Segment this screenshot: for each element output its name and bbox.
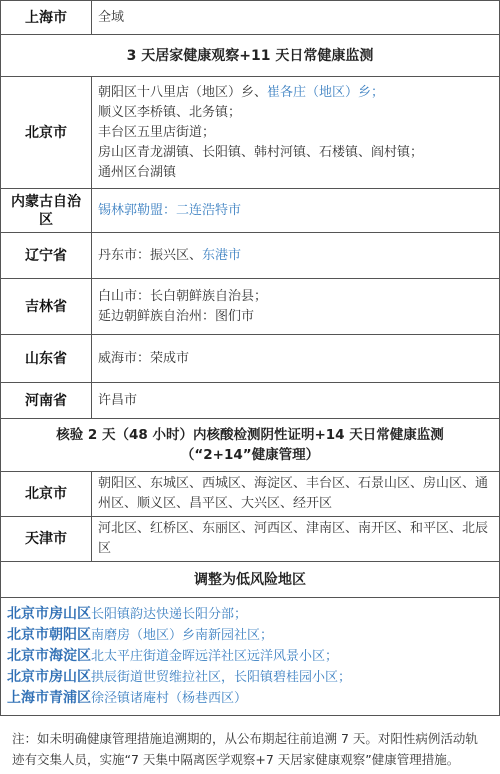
lowrisk-location: 北太平庄街道金晖远洋社区远洋风景小区； — [91, 649, 339, 664]
lowrisk-district: 北京市房山区 — [7, 669, 91, 685]
header-line: 核验 2 天（48 小时）内核酸检测阴性证明+14 天日常健康监测 — [56, 427, 444, 443]
lowrisk-item — [7, 688, 493, 709]
row-neimenggu — [1, 189, 500, 233]
content-cell: 朝阳区、东城区、西城区、海淀区、丰台区、石景山区、房山区、通州区、顺义区、昌平区、大兴区、经开区 — [92, 472, 500, 517]
content-a: 丹东市：振兴区、 — [98, 247, 203, 263]
district-text: 顺义区李桥镇、北务镇； — [98, 104, 242, 120]
lowrisk-item — [7, 646, 493, 667]
lowrisk-district: 北京市海淀区 — [7, 648, 91, 664]
header-line: （“2+14”健康管理） — [180, 447, 320, 463]
row-header-2 — [1, 419, 500, 472]
region-cell: 山东省 — [1, 335, 92, 383]
content-cell: 河北区、红桥区、东丽区、河西区、津南区、南开区、和平区、北辰区 — [92, 517, 500, 562]
lowrisk-items — [7, 604, 493, 709]
lowrisk-district: 上海市青浦区 — [7, 690, 91, 706]
row-tianjin — [1, 517, 500, 562]
content-b: 东港市 — [202, 247, 242, 263]
section-header — [1, 419, 500, 472]
region-cell: 北京市 — [1, 77, 92, 189]
region-cell: 辽宁省 — [1, 233, 92, 279]
row-shanghai — [1, 1, 500, 35]
section-header: 3 天居家健康观察+11 天日常健康监测 — [1, 35, 500, 77]
lowrisk-location: 徐泾镇诸庵村（杨巷西区） — [91, 691, 248, 706]
row-beijing-2 — [1, 472, 500, 517]
lowrisk-district: 北京市朝阳区 — [7, 627, 91, 643]
district-text: 丰台区五里店街道； — [98, 124, 216, 140]
district-text: 通州区台湖镇 — [98, 164, 177, 180]
district-line — [98, 143, 493, 163]
content-cell: 威海市：荣成市 — [92, 335, 500, 383]
region-cell: 北京市 — [1, 472, 92, 517]
row-beijing-1 — [1, 77, 500, 189]
lowrisk-location: 南磨房（地区）乡南新园社区； — [91, 628, 274, 643]
content-line: 延边朝鲜族自治州：图们市 — [98, 308, 255, 324]
lowrisk-location: 拱辰街道世贸维拉社区，长阳镇碧桂园小区； — [91, 670, 352, 685]
row-header-1 — [1, 35, 500, 77]
content-cell: 许昌市 — [92, 383, 500, 419]
content-cell: 锡林郭勒盟：二连浩特市 — [92, 189, 500, 233]
content-cell — [92, 77, 500, 189]
lowrisk-list — [1, 598, 500, 716]
lowrisk-district: 北京市房山区 — [7, 606, 91, 622]
region-cell: 河南省 — [1, 383, 92, 419]
region-cell: 上海市 — [1, 1, 92, 35]
district-text: 崔各庄（地区）乡； — [267, 84, 385, 100]
region-cell: 吉林省 — [1, 279, 92, 335]
footnote: 注：如未明确健康管理措施追溯期的，从公布期起往前追溯 7 天。对阳性病例活动轨迹有交集人员，实施“7 天集中隔离医学观察+7 天居家健康观察”健康管理措施。 — [12, 731, 478, 767]
content-line: 白山市：长白朝鲜族自治县； — [98, 288, 268, 304]
lowrisk-item — [7, 667, 493, 688]
row-henan — [1, 383, 500, 419]
lowrisk-item — [7, 625, 493, 646]
district-line — [98, 83, 493, 103]
row-header-3 — [1, 562, 500, 598]
row-liaoning — [1, 233, 500, 279]
content-cell — [92, 279, 500, 335]
row-jilin — [1, 279, 500, 335]
lowrisk-location: 长阳镇韵达快递长阳分部； — [91, 607, 248, 622]
district-line — [98, 103, 493, 123]
content-cell: 全域 — [92, 1, 500, 35]
section-header: 调整为低风险地区 — [1, 562, 500, 598]
beijing-district-list — [98, 83, 493, 183]
district-text: 朝阳区十八里店（地区）乡、 — [98, 84, 268, 100]
district-line — [98, 163, 493, 183]
region-cell: 天津市 — [1, 517, 92, 562]
row-lowrisk — [1, 598, 500, 716]
district-line — [98, 123, 493, 143]
content-cell — [92, 233, 500, 279]
lowrisk-item — [7, 604, 493, 625]
region-cell: 内蒙古自治区 — [1, 189, 92, 233]
row-shandong — [1, 335, 500, 383]
district-text: 房山区青龙湖镇、长阳镇、韩村河镇、石楼镇、阎村镇； — [98, 144, 424, 160]
